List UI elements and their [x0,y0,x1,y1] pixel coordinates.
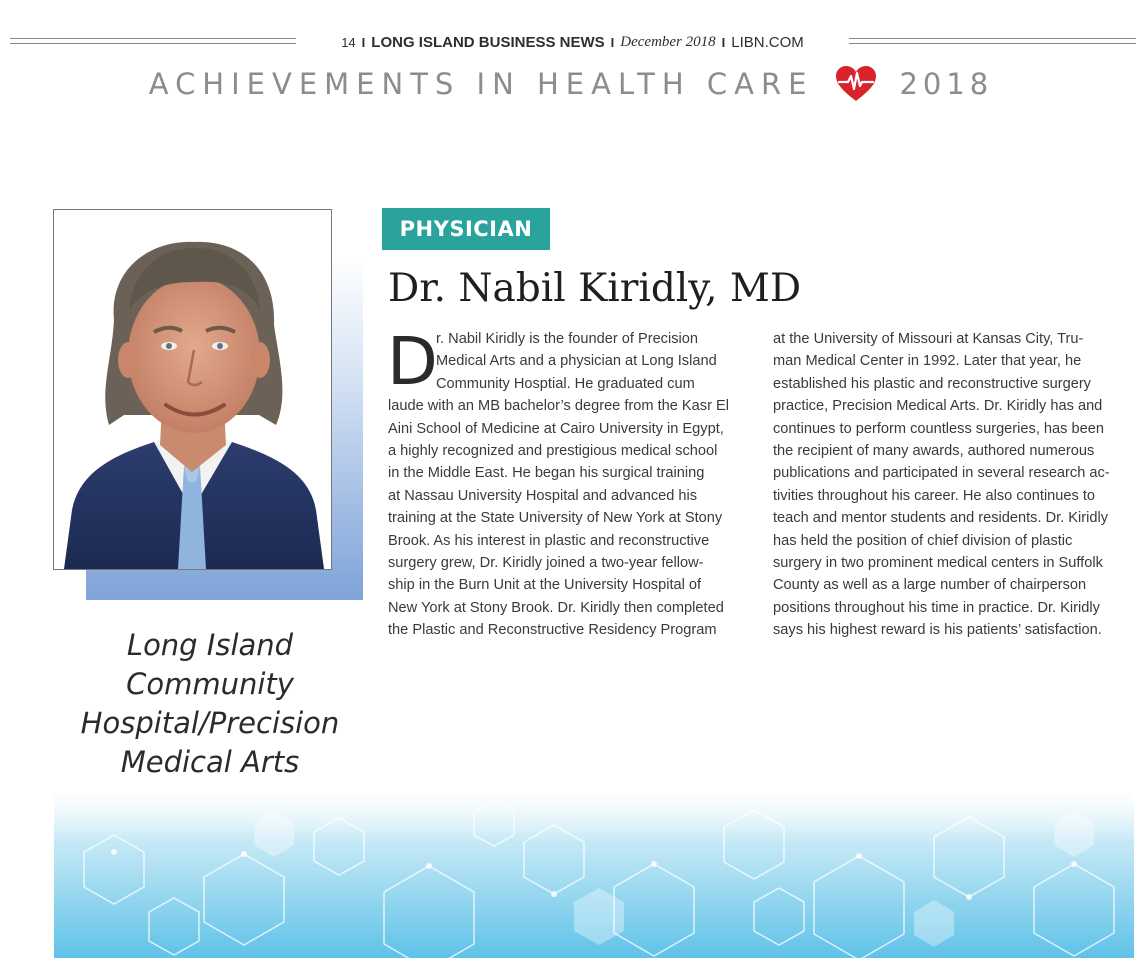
portrait-photo [53,209,332,570]
text-line: laude with an MB bachelor’s degree from the Kasr El [388,398,729,415]
text-line: continues to perform countless surgeries, has been [773,420,1104,437]
text-line: man Medical Center in 1992. Later that year, he [773,353,1082,370]
text-line: r. Nabil Kiridly is the founder of Precision [436,331,698,347]
text-line: established his plastic and reconstructive surgery [773,375,1091,392]
text-line: publications and participated in several research ac- [773,465,1110,482]
text-line: County as well as a large number of chairperson [773,577,1087,594]
text-line: has held the position of chief division of plastic [773,532,1073,549]
text-line: ship in the Burn Unit at the University Hospital of [388,577,702,594]
hexagon-pattern-banner [54,792,1134,958]
text-line: surgery in two prominent medical centers in Suffolk [773,554,1103,571]
publication-name: LONG ISLAND BUSINESS NEWS [371,33,605,51]
article-column-2 [773,328,1142,641]
section-banner [0,64,1142,104]
folio-separator: I [721,34,726,50]
folio-separator: I [610,34,615,50]
photo-caption [40,626,380,782]
website: LIBN.COM [731,33,804,51]
text-line: positions throughout his time in practice. Dr. Kiridly [773,599,1100,616]
drop-cap: D [387,323,438,400]
text-line: Brook. As his interest in plastic and reconstructive [388,532,710,549]
category-badge: PHYSICIAN [382,208,550,250]
page-number: 14 [341,34,356,50]
text-line: Community Hosptial. He graduated cum [436,375,695,392]
hexagon-pattern-art [54,792,1134,958]
text-line: Aini School of Medicine at Cairo University in Egypt, [388,420,724,437]
text-line: a highly recognized and prestigious medical school [388,442,718,459]
text-line: the recipient of many awards, authored numerous [773,442,1095,459]
header-rule-left [10,38,296,44]
text-line: practice, Precision Medical Arts. Dr. Kiridly has and [773,398,1103,415]
text-line: teach and mentor students and residents. Dr. Kiridly [773,510,1109,527]
header-rule-right [849,38,1136,44]
honoree-name: Dr. Nabil Kiridly, MD [388,266,802,311]
folio-line [300,31,845,53]
text-line: in the Middle East. He began his surgical training [388,465,705,482]
text-line: Medical Arts and a physician at Long Island [436,353,717,370]
issue-date: December 2018 [620,33,716,50]
text-line: training at the State University of New York at Stony [388,510,723,527]
text-line: surgery grew, Dr. Kiridly joined a two-year fellow- [388,554,704,571]
text-line: New York at Stony Brook. Dr. Kiridly then completed [388,599,724,616]
text-line: at the University of Missouri at Kansas City, Tru- [773,331,1084,347]
caption-line: Long Island Community [126,628,294,701]
heartbeat-heart-icon [835,65,877,103]
portrait-illustration [54,210,331,569]
banner-title: ACHIEVEMENTS IN HEALTH CARE [148,67,814,101]
caption-line: Medical Arts [120,745,300,779]
text-line: at Nassau University Hospital and advanced his [388,487,698,504]
text-line: says his highest reward is his patients’ satisfaction. [773,622,1102,639]
banner-year: 2018 [899,67,994,101]
caption-line: Hospital/Precision [80,706,340,740]
text-line: the Plastic and Reconstructive Residency Program [388,622,717,639]
folio-separator: I [361,34,366,50]
article-column-1 [387,323,768,641]
text-line: tivities throughout his career. He also continues to [773,487,1096,504]
